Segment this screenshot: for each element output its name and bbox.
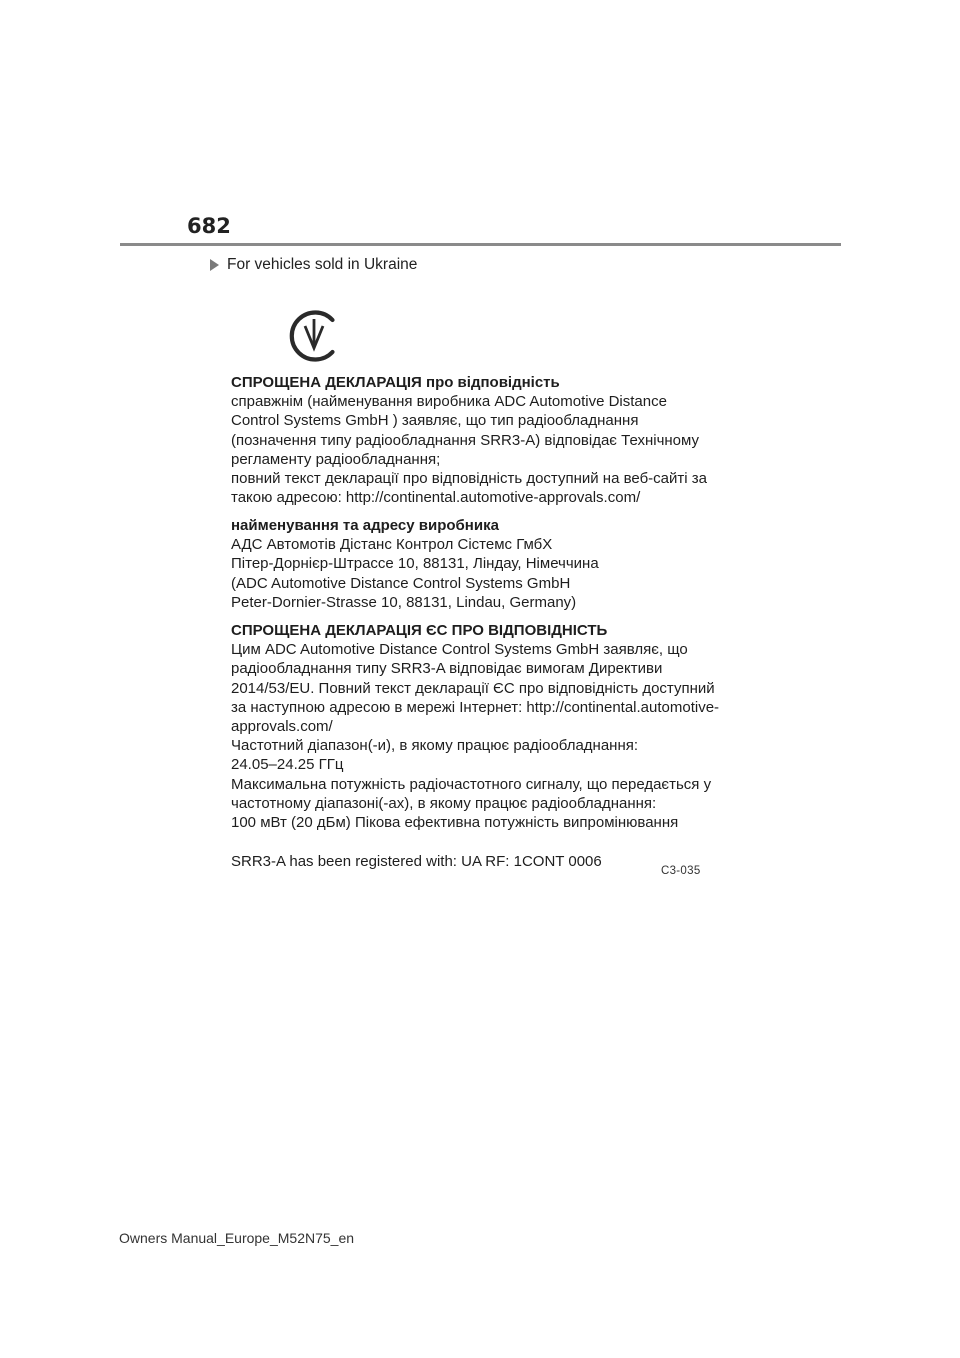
declaration-line: справжнім (найменування виробника ADC Automotive Distance: [231, 393, 667, 411]
eu-declaration-line: Частотний діапазон(-и), в якому працює радіообладнання:: [231, 737, 639, 755]
eu-declaration-line: approvals.com/: [231, 718, 333, 736]
eu-declaration-line: Максимальна потужність радіочастотного сигналу, що передається у: [231, 775, 712, 793]
eu-declaration-line: частотному діапазоні(-ах), в якому працює радіообладнання:: [231, 794, 657, 812]
manufacturer-line: АДС Автомотів Дістанс Контрол Сістемс ГмбХ: [231, 536, 553, 554]
manufacturer-line: Пітер-Дорнієр-Штрассе 10, 88131, Ліндау, Німеччина: [231, 555, 599, 573]
eu-declaration-title: СПРОЩЕНА ДЕКЛАРАЦІЯ ЄС ПРО ВІДПОВІДНІСТЬ: [231, 622, 608, 639]
ukrainian-conformity-mark-icon: [283, 305, 345, 367]
page-number: 682: [187, 214, 231, 238]
eu-declaration-block: [231, 621, 751, 832]
eu-declaration-line: 24.05–24.25 ГГц: [231, 756, 344, 774]
manufacturer-line: Peter-Dornier-Strasse 10, 88131, Lindau, Germany): [231, 593, 577, 611]
section-heading: [210, 256, 417, 274]
declaration-line: регламенту радіообладнання;: [231, 450, 441, 468]
declaration-line: Control Systems GmbH ) заявляє, що тип радіообладнання: [231, 412, 639, 430]
eu-declaration-line: 100 мВт (20 дБм) Пікова ефективна потужність випромінювання: [231, 814, 679, 832]
triangle-bullet-icon: [210, 259, 219, 271]
declaration-block-simplified: [231, 373, 751, 507]
manufacturer-line: (ADC Automotive Distance Control Systems GmbH: [231, 574, 571, 592]
declaration-title: СПРОЩЕНА ДЕКЛАРАЦІЯ про відповідність: [231, 374, 560, 391]
eu-declaration-line: радіообладнання типу SRR3-A відповідає вимогам Директиви: [231, 660, 663, 678]
declaration-line: (позначення типу радіообладнання SRR3-A) відповідає Технічному: [231, 431, 700, 449]
declaration-line: повний текст декларації про відповідність доступний на веб-сайті за: [231, 470, 707, 488]
header-divider: [120, 243, 841, 246]
declaration-line: такою адресою: http://continental.automotive-approvals.com/: [231, 489, 641, 507]
eu-declaration-line: за наступною адресою в мережі Інтернет: http://continental.automotive-: [231, 698, 720, 716]
registration-line: SRR3-A has been registered with: UA RF: 1CONT 0006: [231, 853, 602, 870]
manufacturer-address-block: [231, 516, 751, 612]
manufacturer-title: найменування та адресу виробника: [231, 517, 499, 534]
footer-text: Owners Manual_Europe_M52N75_en: [119, 1230, 355, 1246]
eu-declaration-line: Цим ADC Automotive Distance Control Systems GmbH заявляє, що: [231, 641, 688, 659]
section-heading-text: For vehicles sold in Ukraine: [227, 256, 418, 273]
eu-declaration-line: 2014/53/EU. Повний текст декларації ЄС про відповідність доступний: [231, 679, 715, 697]
figure-code: C3-035: [661, 865, 701, 877]
